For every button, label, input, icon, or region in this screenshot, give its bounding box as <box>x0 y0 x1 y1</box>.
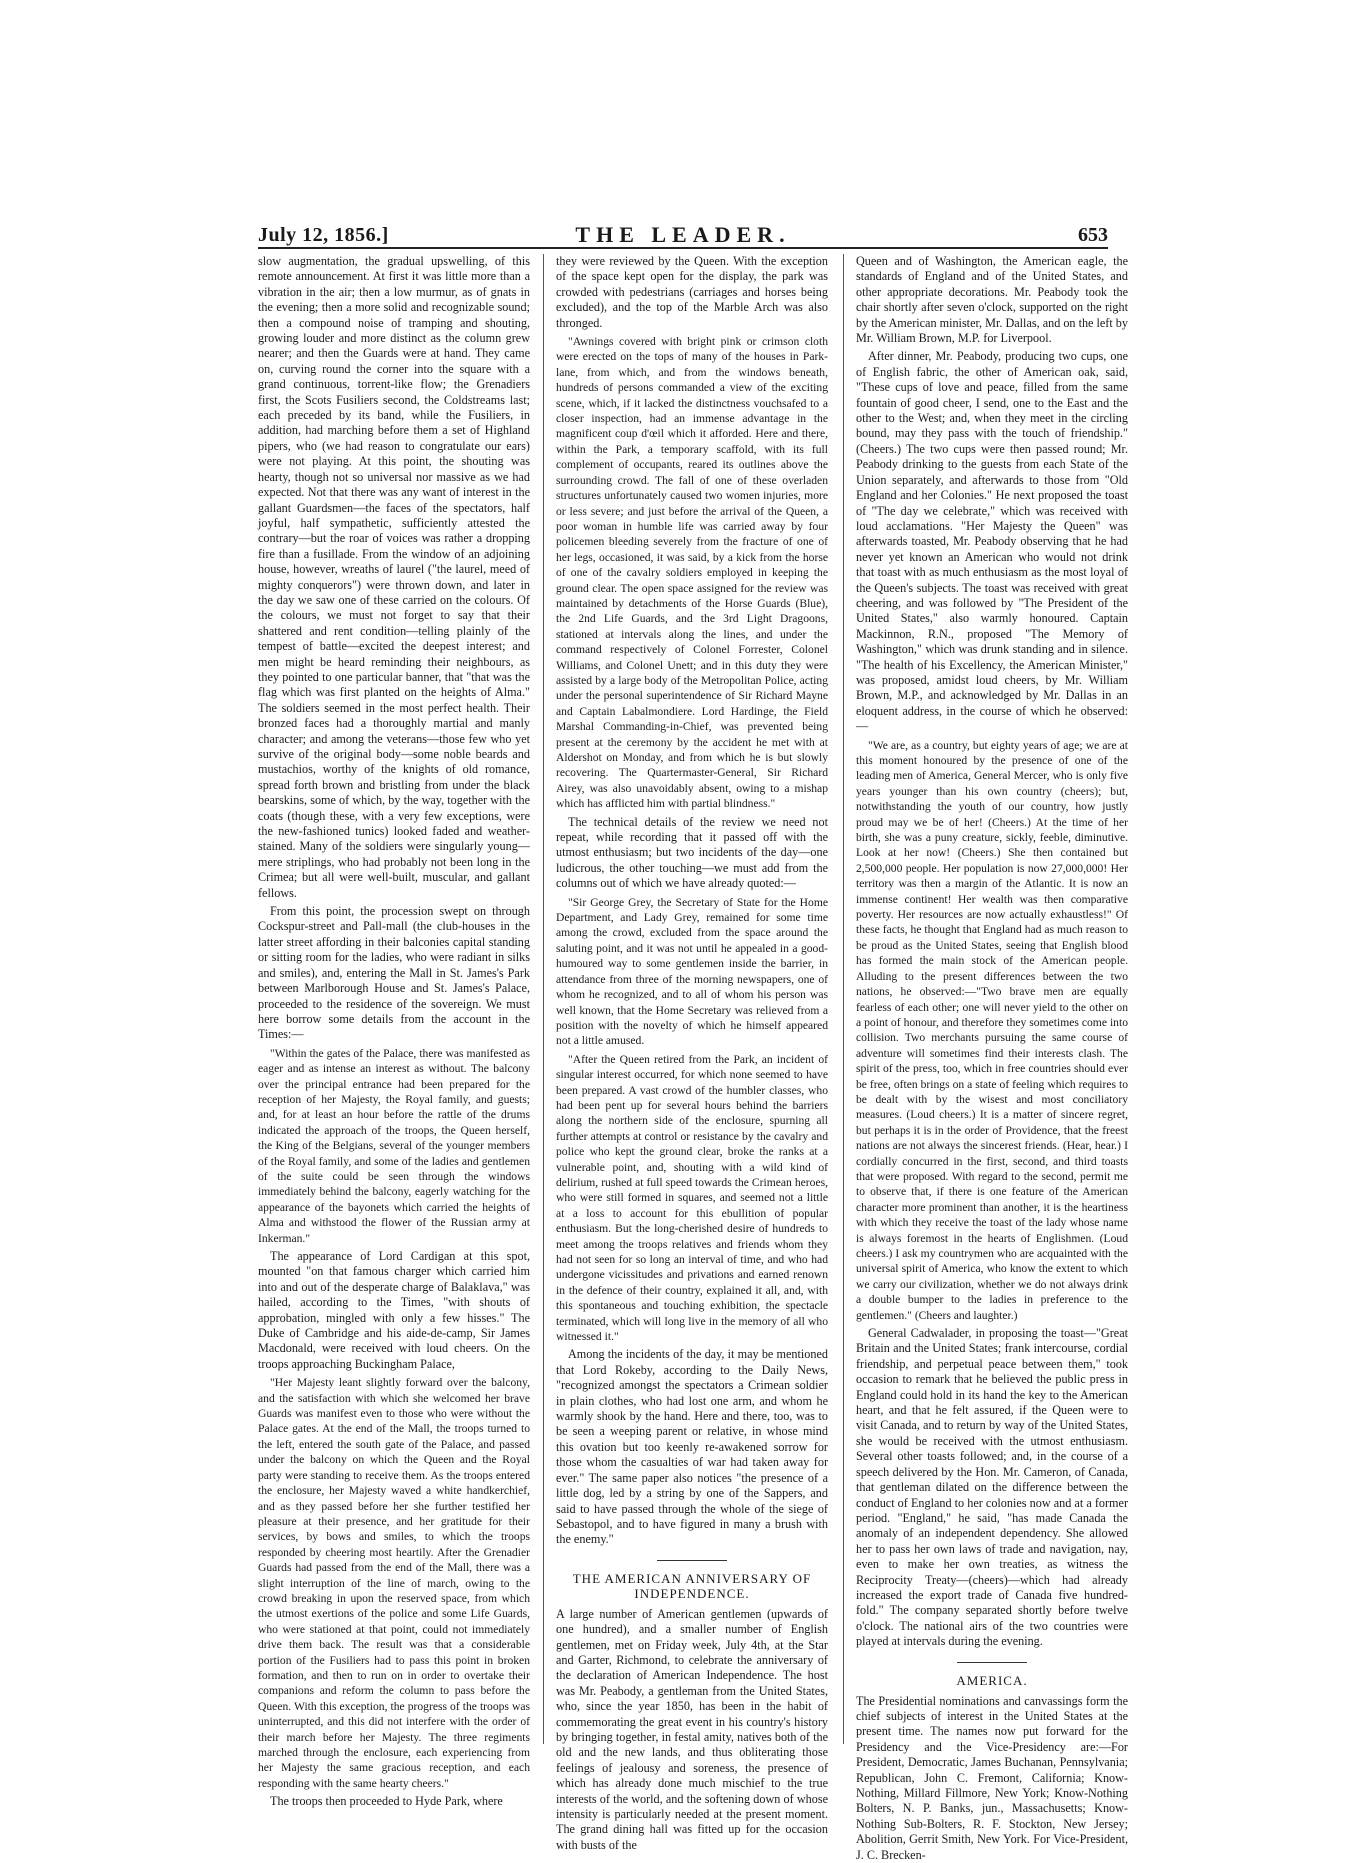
paragraph: General Cadwalader, in proposing the toast—"Great Britain and the United States; frank intercourse, cordial friendship, and perpetual peace between them," took occasion to remark that he believed the public press in England could hold in its hand the key to the American heart, and that he felt assured, if the Queen were to visit Canada, and to return by way of the United States, she would be received with the utmost enthusiasm. Several other toasts followed; and, in the course of a speech delivered by the Hon. Mr. Cameron, of Canada, that gentleman dilated on the difference between the conduct of England to her colonies now and at a former period. "England," he said, "has made Canada the anomaly of an independent dependency. She allowed her to pass her own laws of trade and navigation, nay, even to make her own treaties, as witness the Reciprocity Treaty—(cheers)—which had already increased the export trade of Canada five hundred-fold." The company separated shortly before twelve o'clock. The national airs of the two countries were played at intervals during the evening. <box>856 1326 1128 1649</box>
section-heading: THE AMERICAN ANNIVERSARY OF INDEPENDENCE. <box>572 1570 812 1601</box>
paragraph: slow augmentation, the gradual upswelling, of this remote announcement. At first it was little more than a vibration in the air; then a low murmur, as of gnats in the evening; then a more solid and recognizable sound; then a compound noise of tramping and shouting, growing louder and more distinct as the column grew nearer; and then the Guards were at hand. They came on, curving round the corner into the square with a grand continuous, torrent-like flow; the Grenadiers first, the Scots Fusiliers second, the Coldstreams last; each preceded by its band, while the Fusiliers, in addition, had marching before them a set of Highland pipers, who (we had reason to congratulate our ears) were not playing. At this point, the shouting was hearty, though not so universal nor massive as we had expected. Not that there was any want of interest in the gallant Guardsmen—the faces of the spectators, half joyful, half sympathetic, sufficiently attested the contrary—but the roar of voices was rather a dropping fire than a fusillade. From the window of an adjoining house, however, wreaths of laurel ("the laurel, meed of mighty conquerors") were thrown down, and later in the day we saw one of these carried on the colours. Of the colours, we must not forget to say that their shattered and rent condition—telling plainly of the tempest of battle—excited the deepest interest; and men might be heard reminding their neighbours, as they pointed to one particular banner, that "that was the flag which was first planted on the heights of Alma." The soldiers seemed in the most perfect health. Their bronzed faces had a thoroughly martial and manly character; and among the veterans—those few who yet survive of the original body—some noble beards and mustachios, worthy of the knights of old romance, spread forth brown and bristling from under the black bearskins, some of which, by the way, together with the coats (though these, with a very few exceptions, were the new-fashioned tunics) looked faded and weather-stained. Many of the soldiers were singularly young—mere striplings, who had probably not been long in the Crimea; but all were well-built, muscular, and gallant fellows. <box>258 254 530 900</box>
quoted-paragraph: "Sir George Grey, the Secretary of State for the Home Department, and Lady Grey, remained for some time among the crowd, excluded from the space around the saluting point, and it was not until he appealed in a good-humoured way to some gentlemen inside the barrier, in attendance from three of the morning newspapers, one of whom he recognized, and to all of whom his person was well known, that the Home Secretary was relieved from a position with the novelty of which he himself appeared not a little amused. <box>556 895 828 1048</box>
column-1 <box>258 254 530 1809</box>
quoted-paragraph: "Her Majesty leant slightly forward over the balcony, and the satisfaction with which she welcomed her brave Guards was manifest even to those who were without the Palace gates. At the end of the Mall, the troops turned to the left, entered the south gate of the Palace, and passed under the balcony on which the Queen and the Royal party were standing to receive them. As the troops entered the enclosure, her Majesty waved a white handkerchief, and as they passed before her she further testified her pleasure at their presence, and her gratitude for their services, by bows and smiles, to which the troops responded by cheering most heartily. After the Grenadier Guards had passed from the end of the Mall, there was a slight interruption of the line of march, owing to the crowd breaking in upon the reserved space, from which the utmost exertions of the police and some Life Guards, who were stationed at that point, could not immediately drive them back. The result was that a considerable portion of the Fusiliers had to pass this point in broken formation, and then to run on in order to overtake their companions and reform the column to pass before the Queen. With this exception, the progress of the troops was uninterrupted, and this did not interfere with the order of their march before her Majesty. The three regiments marched through the enclosure, each experiencing from her Majesty the same gracious reception, and each responding with the same hearty cheers." <box>258 1376 530 1790</box>
paragraph: The troops then proceeded to Hyde Park, where <box>270 1794 503 1809</box>
column-divider <box>543 254 544 1744</box>
section-rule <box>657 1560 727 1561</box>
paragraph: The technical details of the review we need not repeat, while recording that it passed off with the utmost enthusiasm; but two incidents of the day—one ludicrous, the other touching—we must add from the columns out of which we have already quoted:— <box>556 814 828 891</box>
paragraph: From this point, the procession swept on through Cockspur-street and Pall-mall (the club-houses in the latter street affording in their balconies capital standing or sitting room for the ladies, who were radiant in silks and smiles), and, entering the Mall in St. James's Park between Marlborough House and St. James's Palace, proceeded to the residence of the sovereign. We must here borrow some details from the account in the Times:— <box>258 904 530 1042</box>
quoted-paragraph: "Within the gates of the Palace, there was manifested as eager and as intense an interest as without. The balcony over the principal entrance had been prepared for the reception of her Majesty, the Royal family, and guests; and, for at least an hour before the rattle of the drums indicated the approach of the troops, the Queen herself, the King of the Belgians, several of the younger members of the Royal family, and some of the ladies and gentlemen of the suite could be seen through the windows immediately behind the balcony, eagerly watching for the appearance of the bayonets which carried the heights of Alma and withstood the flower of the Russian army at Inkerman." <box>258 1046 530 1245</box>
issue-date: July 12, 1856.] <box>258 224 389 246</box>
column-3 <box>856 254 1128 1862</box>
paragraph: Among the incidents of the day, it may be mentioned that Lord Rokeby, according to the Daily News, "recognized amongst the spectators a Crimean soldier in plain clothes, who had lost one arm, and whom he warmly shook by the hand. Here and there, too, was to be seen a weeping parent or relative, in whose mind this ovation but too keenly re-awakened sorrow for those whom the casualties of war had taken away for ever." The same paper also notices "the presence of a little dog, led by a string by one of the Sappers, and said to have passed through the whole of the siege of Sebastopol, and to have figured in many a brush with the enemy." <box>556 1347 828 1547</box>
newspaper-title: THE LEADER. <box>575 222 791 247</box>
paragraph: The appearance of Lord Cardigan at this spot, mounted "on that famous charger which carried him into and out of the desperate charge of Balaklava," was hailed, according to the Times, "with shouts of approbation, mingled with only a few hisses." The Duke of Cambridge and his aide-de-camp, Sir James Macdonald, were received with loud cheers. On the troops approaching Buckingham Palace, <box>258 1249 530 1371</box>
quoted-paragraph: "Awnings covered with bright pink or crimson cloth were erected on the tops of many of the houses in Park-lane, from which, and from the windows beneath, hundreds of persons commanded a view of the exciting scene, which, if it lacked the distinctness vouchsafed to a closer inspection, had an immense advantage in the magnificent coup d'œil which it afforded. Here and there, within the Park, a temporary scaffold, with its full complement of occupants, reared its outlines above the surrounding crowd. The fall of one of these overladen structures unfortunately caused two women injuries, more or less severe; and just before the arrival of the Queen, a poor woman in humble life was carried away by four policemen bleeding severely from the fracture of one of her legs, occasioned, it was said, by a kick from the horse of one of the cavalry soldiers employed in keeping the ground clear. The open space assigned for the review was maintained by detachments of the Horse Guards (Blue), the 2nd Life Guards, and the 3rd Light Dragoons, stationed at intervals along the lines, and under the command respectively of Colonel Forrester, Colonel Williams, and Colonel Unett; and in this duty they were assisted by a large body of the Metropolitan Police, acting under the personal superintendence of Sir Richard Mayne and Captain Labalmondiere. Lord Hardinge, the Field Marshal Commanding-in-Chief, was prevented being present at the ceremony by the accident he met with at Aldershot on Monday, and from which he is but slowly recovering. The Quartermaster-General, Sir Richard Airey, was also unavoidably absent, owing to a mishap which has afflicted him with partial blindness." <box>556 335 828 811</box>
paragraph: A large number of American gentlemen (upwards of one hundred), and a smaller number of English gentlemen, met on Friday week, July 4th, at the Star and Garter, Richmond, to celebrate the anniversary of the declaration of American Independence. The host was Mr. Peabody, a gentleman from the United States, who, since the year 1850, has been in the habit of commemorating the great event in his country's history by bringing together, in festal amity, natives both of the old and the new lands, and thus obliterating those feelings of jealousy and soreness, the presence of which has already done much mischief to the true interests of the world, and the softening down of whose intensity is particularly needed at the present moment. The grand dining hall was fitted up for the occasion with busts of the <box>556 1606 828 1852</box>
masthead-rule <box>258 247 1108 249</box>
quoted-paragraph: "We are, as a country, but eighty years of age; we are at this moment honoured by the presence of one of the leading men of America, General Mercer, who is only five years younger than his own country (cheers); but, notwithstanding the youth of our country, how justly proud may we be of her! (Cheers.) At the time of her birth, she was a puny creature, sickly, feeble, diminutive. Look at her now! (Cheers.) She then contained but 2,500,000 people. Her population is now 27,000,000! Her territory was then a margin of the Atlantic. It is now an immense continent! Her wealth was then comparative poverty. Her resources are now actually exhaustless!" Of these facts, he thought that England had as much reason to be proud as the United States, seeing that English blood has formed the main stock of the American people. Alluding to the present differences between the two nations, he observed:—"Two brave men are equally fearless of each other; one will never yield to the other on a point of honour, and therefore they sometimes come into collision. Two merchants pursuing the same course of adventure will sometimes find their interests clash. The spirit of the press, too, which in free countries should ever be free, often brings on a state of feeling which requires to be dealt with by the wisest and most conciliatory measures. (Loud cheers.) It is a matter of sincere regret, but perhaps it is in the order of Providence, that the freest nations are not always the sincerest friends. (Hear, hear.) I cordially concurred in the first, second, and third toasts that were proposed. With regard to the second, permit me to observe that, if there is one feature of the American character more prominent than another, it is the heartiness with which they receive the toast of the lady whose name is always foremost in the hearts of Englishmen. (Loud cheers.) I ask my countrymen who are acquainted with the universal spirit of America, who know the extent to which we carry our civilization, whether we do not always drink a double bumper to the ladies in preference to the gentlemen." (Cheers and laughter.) <box>856 738 1128 1322</box>
paragraph: The Presidential nominations and canvassings form the chief subjects of interest in the United States at the present time. The names now put forward for the Presidency and the Vice-Presidency are:—For President, Democratic, James Buchanan, Pennsylvania; Republican, John C. Fremont, California; Know-Nothing, Millard Fillmore, New York; Know-Nothing Bolters, N. P. Banks, jun., Massachusetts; Know-Nothing Sub-Bolters, R. F. Stockton, New Jersey; Abolition, Gerrit Smith, New York. For Vice-President, J. C. Brecken- <box>856 1693 1128 1862</box>
section-rule <box>957 1662 1027 1663</box>
page-number: 653 <box>1078 224 1108 246</box>
section-heading: AMERICA. <box>956 1672 1028 1688</box>
paragraph: After dinner, Mr. Peabody, producing two cups, one of English fabric, the other of American oak, said, "These cups of love and peace, filled from the same fountain of good cheer, I send, one to the East and the other to the West; and, when they meet in the circling bound, may they pass with the touch of friendship." (Cheers.) The two cups were then passed round; Mr. Peabody drinking to the guests from each State of the Union separately, and afterwards to those from "Old England and her Colonies." He next proposed the toast of "The day we celebrate," which was received with loud acclamations. "Her Majesty the Queen" was afterwards toasted, Mr. Peabody observing that he had never yet known an American who would not drink that toast with as much enthusiasm as the most loyal of the Queen's subjects. The toast was received with great cheering, and was followed by "The President of the United States," also warmly honoured. Captain Mackinnon, R.N., proposed "The Memory of Washington," which was drunk standing and in silence. "The health of his Excellency, the American Minister," was proposed, amidst loud cheers, by Mr. William Brown, M.P., and acknowledged by Mr. Dallas in an eloquent address, in the course of which he observed:— <box>856 349 1128 734</box>
column-2 <box>556 254 828 1852</box>
quoted-paragraph: "After the Queen retired from the Park, an incident of singular interest occurred, for which none seemed to have been prepared. A vast crowd of the humbler classes, who had been pent up for several hours behind the barriers along the northern side of the enclosure, spurning all further attempts at control or resistance by the cavalry and police who kept the ground clear, broke the ranks at a vulnerable point, and, shouting with a wild kind of delirium, rushed at full speed towards the Crimean heroes, who were still formed in squares, and seemed not a little at a loss to account for this ebullition of popular enthusiasm. But the long-cherished desire of hundreds to meet among the troops relatives and friends whom they had not seen for so long an interval of time, and who had undergone vicissitudes and privations and earned renown in the defence of their country, explained it all, and, with this spontaneous and touching exhibition, the spectacle terminated, which will long live in the memory of all who witnessed it." <box>556 1052 828 1344</box>
column-divider <box>843 254 844 1744</box>
paragraph: they were reviewed by the Queen. With the exception of the space kept open for the display, the park was crowded with pedestrians (carriages and horses being excluded), and the top of the Marble Arch was also thronged. <box>556 254 828 330</box>
paragraph: Queen and of Washington, the American eagle, the standards of England and of the United States, and other appropriate decorations. Mr. Peabody took the chair shortly after seven o'clock, supported on the right by the American minister, Mr. Dallas, and on the left by Mr. William Brown, M.P. for Liverpool. <box>856 254 1128 346</box>
masthead <box>258 216 1108 250</box>
